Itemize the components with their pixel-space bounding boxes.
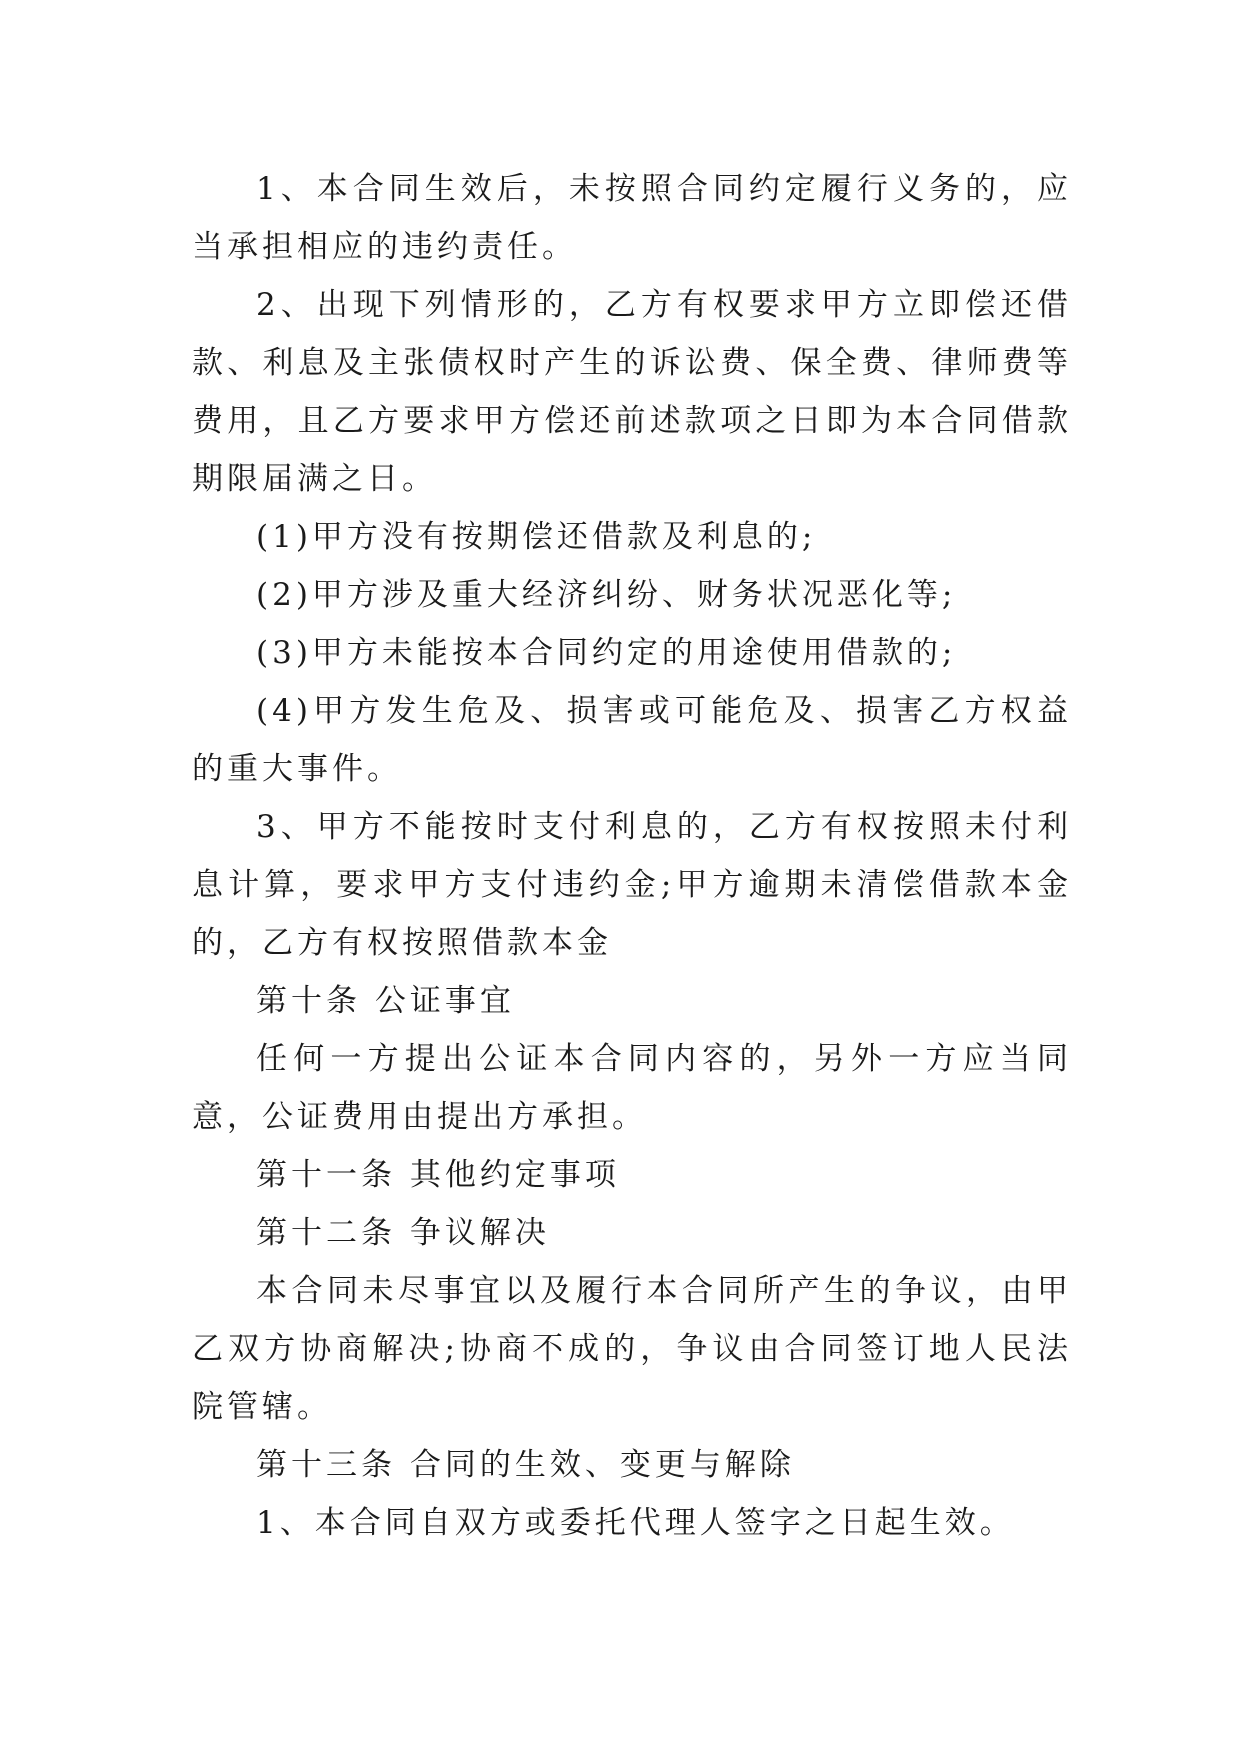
condition-item-3: (3)甲方未能按本合同约定的用途使用借款的; xyxy=(256,635,957,671)
article-10-body: 任何一方提出公证本合同内容的，另外一方应当同意，公证费用由提出方承担。 xyxy=(192,1041,1072,1135)
condition-item-4: (4)甲方发生危及、损害或可能危及、损害乙方权益的重大事件。 xyxy=(192,693,1072,787)
condition-item-2: (2)甲方涉及重大经济纠纷、财务状况恶化等; xyxy=(256,577,957,613)
article-11-heading: 第十一条 其他约定事项 xyxy=(256,1157,620,1193)
document-body xyxy=(192,160,1072,1552)
article-12-heading: 第十二条 争议解决 xyxy=(256,1215,550,1251)
article-13-heading: 第十三条 合同的生效、变更与解除 xyxy=(256,1447,795,1483)
article-13-item-1: 1、本合同自双方或委托代理人签字之日起生效。 xyxy=(256,1505,1015,1541)
clause-early-repayment: 2、出现下列情形的，乙方有权要求甲方立即偿还借款、利息及主张债权时产生的诉讼费、保全费、律师费等费用，且乙方要求甲方偿还前述款项之日即为本合同借款期限届满之日。 xyxy=(192,287,1072,497)
article-12-body: 本合同未尽事宜以及履行本合同所产生的争议，由甲乙双方协商解决;协商不成的，争议由合同签订地人民法院管辖。 xyxy=(192,1273,1072,1425)
clause-late-interest: 3、甲方不能按时支付利息的，乙方有权按照未付利息计算，要求甲方支付违约金;甲方逾期未清偿借款本金的，乙方有权按照借款本金 xyxy=(192,809,1072,961)
condition-item-1: (1)甲方没有按期偿还借款及利息的; xyxy=(256,519,817,555)
clause-breach-liability: 1、本合同生效后，未按照合同约定履行义务的，应当承担相应的违约责任。 xyxy=(192,171,1072,265)
article-10-heading: 第十条 公证事宜 xyxy=(256,983,515,1019)
